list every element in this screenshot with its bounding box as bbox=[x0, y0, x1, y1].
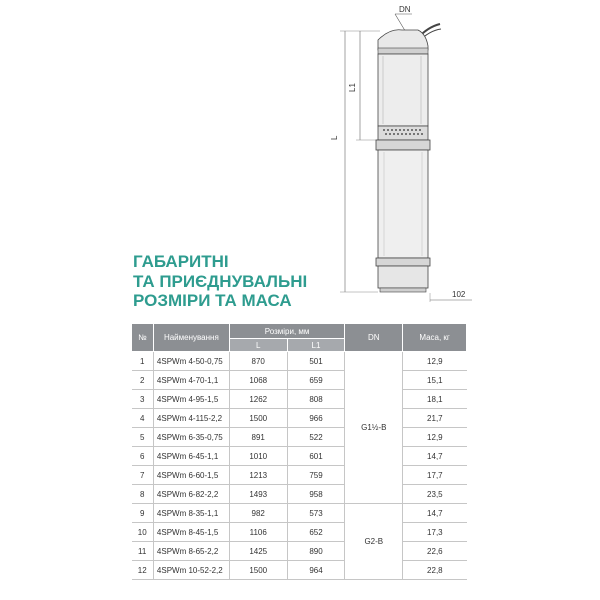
col-l1-header: L1 bbox=[287, 339, 345, 352]
col-dims-header: Розміри, мм bbox=[229, 324, 345, 339]
col-l-header: L bbox=[229, 339, 287, 352]
table-row: 4 4SPWm 4-115-2,2 1500 966 21,7 bbox=[132, 409, 467, 428]
table-row: 9 4SPWm 8-35-1,1 982 573 G2-B 14,7 bbox=[132, 504, 467, 523]
dimensions-table bbox=[131, 323, 467, 580]
table-row: 1 4SPWm 4-50-0,75 870 501 G1½-B 12,9 bbox=[132, 352, 467, 371]
heading-line-1: ГАБАРИТНІ bbox=[133, 252, 229, 271]
table-row: 12 4SPWm 10-52-2,2 1500 964 22,8 bbox=[132, 561, 467, 580]
table-row: 8 4SPWm 6-82-2,2 1493 958 23,5 bbox=[132, 485, 467, 504]
l-label: L bbox=[330, 135, 339, 140]
width-label: 102 bbox=[452, 290, 466, 299]
heading-line-3: РОЗМІРИ ТА МАСА bbox=[133, 291, 292, 310]
section-heading bbox=[133, 252, 307, 311]
l1-label: L1 bbox=[348, 83, 357, 92]
table-row: 3 4SPWm 4-95-1,5 1262 808 18,1 bbox=[132, 390, 467, 409]
dn-label: DN bbox=[399, 5, 411, 14]
heading-line-2: ТА ПРИЄДНУВАЛЬНІ bbox=[133, 271, 308, 291]
table-row: 5 4SPWm 6-35-0,75 891 522 12,9 bbox=[132, 428, 467, 447]
col-name-header: Найменування bbox=[153, 324, 229, 352]
dn-group-1: G1½-B bbox=[345, 352, 403, 504]
table-row: 6 4SPWm 6-45-1,1 1010 601 14,7 bbox=[132, 447, 467, 466]
table-row: 2 4SPWm 4-70-1,1 1068 659 15,1 bbox=[132, 371, 467, 390]
col-num-header: № bbox=[132, 324, 154, 352]
table-row: 11 4SPWm 8-65-2,2 1425 890 22,6 bbox=[132, 542, 467, 561]
table-row: 7 4SPWm 6-60-1,5 1213 759 17,7 bbox=[132, 466, 467, 485]
table-row: 10 4SPWm 8-45-1,5 1106 652 17,3 bbox=[132, 523, 467, 542]
dn-group-2: G2-B bbox=[345, 504, 403, 580]
col-dn-header: DN bbox=[345, 324, 403, 352]
col-mass-header: Маса, кг bbox=[403, 324, 467, 352]
